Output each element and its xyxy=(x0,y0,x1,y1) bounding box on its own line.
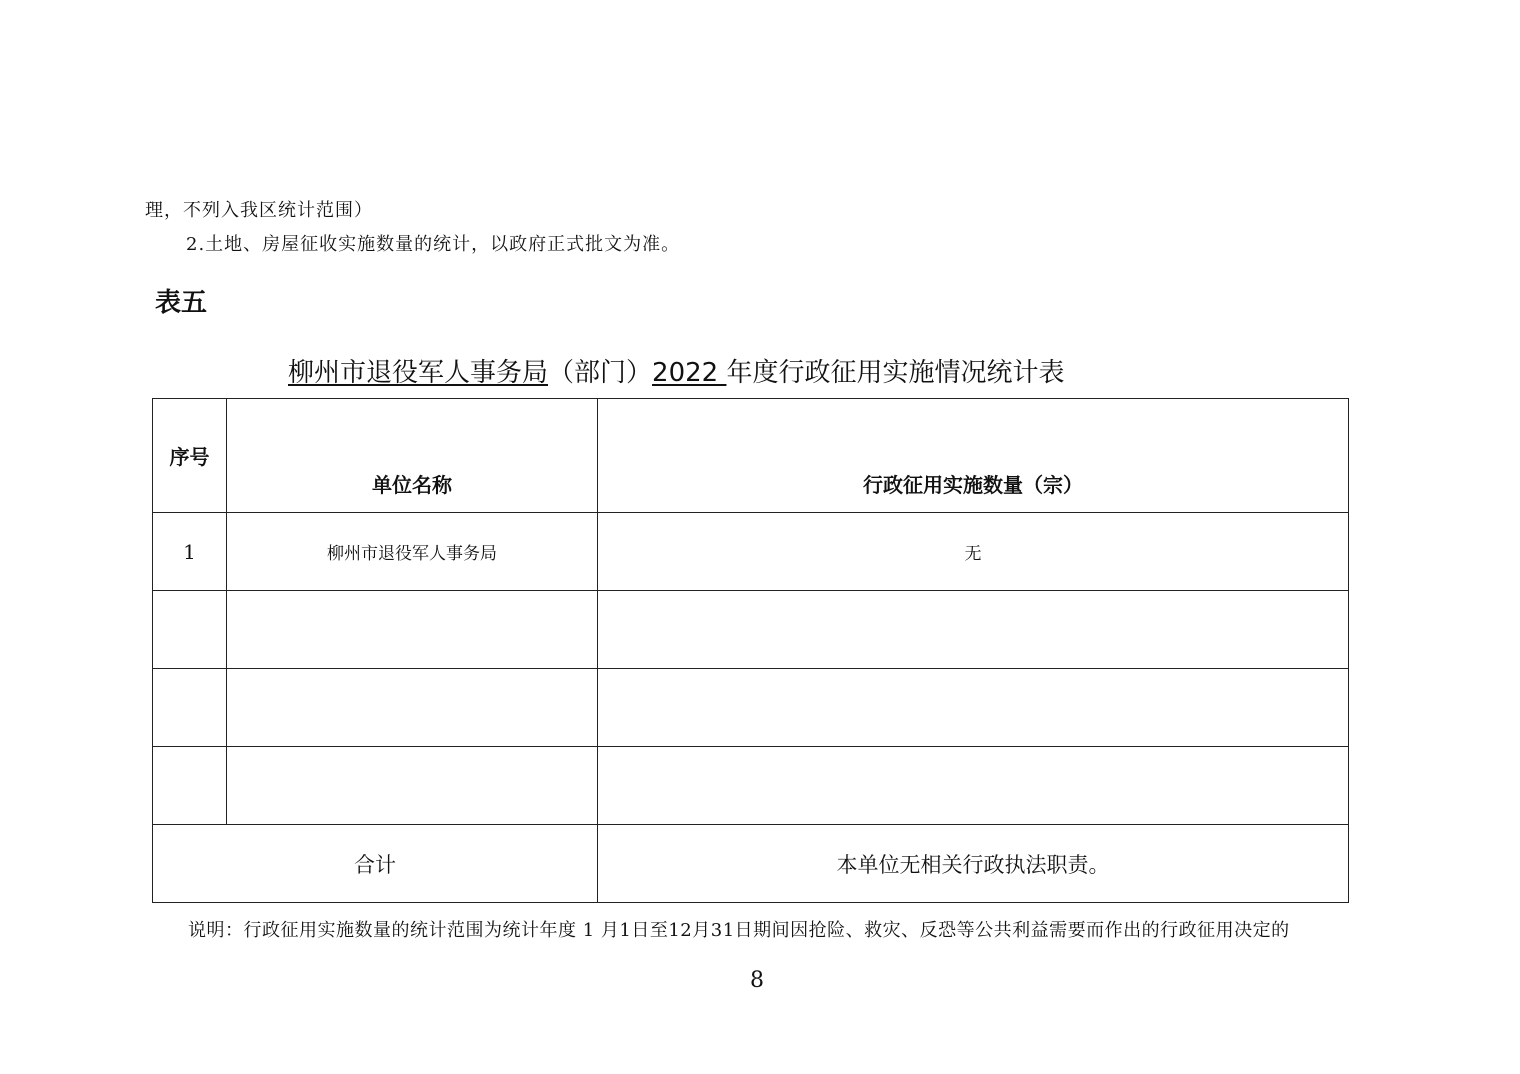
table-row xyxy=(153,591,1349,669)
row-count xyxy=(598,591,1349,669)
carryover-text-line1: 理，不列入我区统计范围） xyxy=(145,200,373,221)
row-unit-name xyxy=(227,747,598,825)
table-row xyxy=(153,747,1349,825)
title-year: 2022 xyxy=(652,358,727,388)
carryover-text-line2: 2.土地、房屋征收实施数量的统计，以政府正式批文为准。 xyxy=(186,234,681,255)
row-unit-name xyxy=(227,669,598,747)
document-title xyxy=(288,352,1064,389)
title-dept-note: （部门） xyxy=(548,358,653,388)
statistics-table xyxy=(152,398,1349,903)
row-count xyxy=(598,747,1349,825)
title-unit-name: 柳州市退役军人事务局 xyxy=(288,358,549,388)
row-seq xyxy=(153,747,227,825)
table-header-row xyxy=(153,399,1349,513)
row-count: 无 xyxy=(598,513,1349,591)
row-seq xyxy=(153,669,227,747)
table-row xyxy=(153,669,1349,747)
row-seq: 1 xyxy=(153,513,227,591)
table-row xyxy=(153,513,1349,591)
total-value: 本单位无相关行政执法职责。 xyxy=(598,825,1349,903)
row-unit-name: 柳州市退役军人事务局 xyxy=(227,513,598,591)
row-unit-name xyxy=(227,591,598,669)
header-unit-name: 单位名称 xyxy=(227,399,598,513)
header-seq: 序号 xyxy=(153,399,227,513)
table-tag: 表五 xyxy=(155,288,208,318)
header-count: 行政征用实施数量（宗） xyxy=(598,399,1349,513)
total-label: 合计 xyxy=(153,825,598,903)
title-rest: 年度行政征用实施情况统计表 xyxy=(726,358,1065,388)
table-total-row xyxy=(153,825,1349,903)
row-count xyxy=(598,669,1349,747)
row-seq xyxy=(153,591,227,669)
table-note: 说明：行政征用实施数量的统计范围为统计年度 1 月1日至12月31日期间因抢险、救灾、反恐等公共利益需要而作出的行政征用决定的 xyxy=(188,920,1290,941)
page-number: 8 xyxy=(750,968,764,993)
